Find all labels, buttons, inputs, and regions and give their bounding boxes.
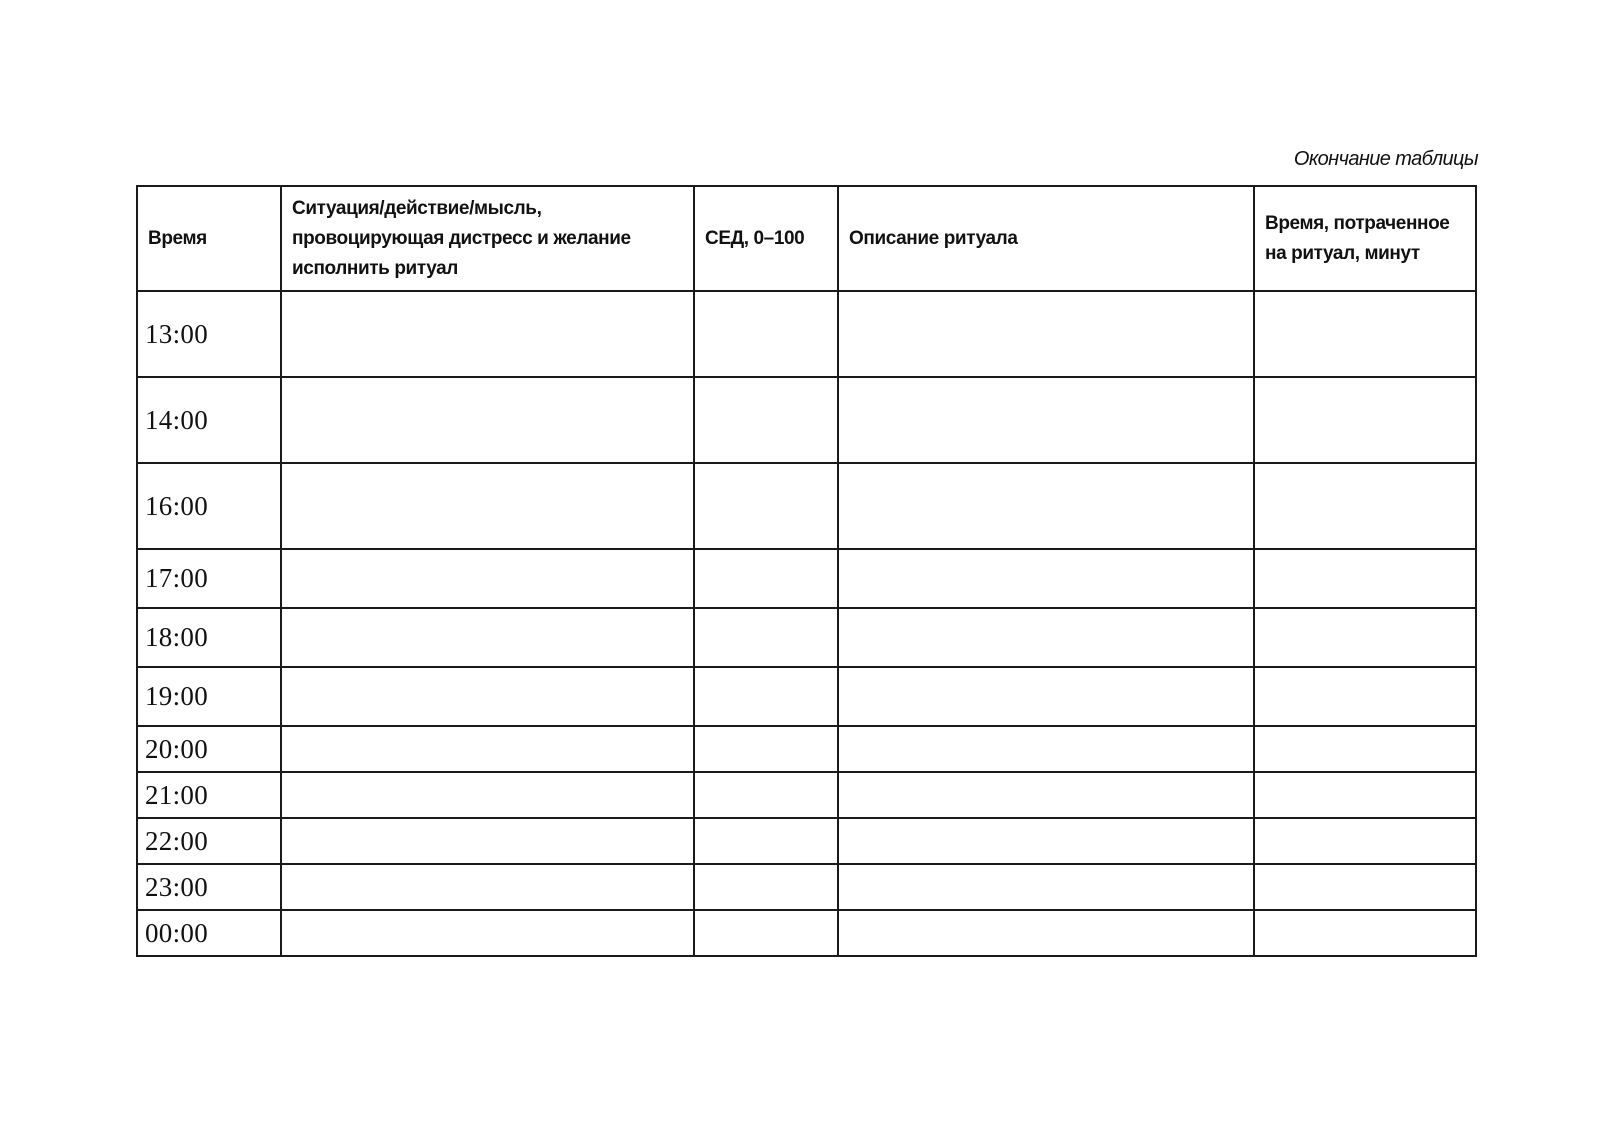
table-row	[137, 377, 1476, 463]
table-row	[137, 291, 1476, 377]
time-cell: 17:00	[137, 549, 281, 608]
time-cell: 13:00	[137, 291, 281, 377]
ritual-cell[interactable]	[838, 772, 1254, 818]
situation-cell[interactable]	[281, 463, 694, 549]
time-cell: 21:00	[137, 772, 281, 818]
sud-cell[interactable]	[694, 549, 838, 608]
ritual-cell[interactable]	[838, 910, 1254, 956]
sud-cell[interactable]	[694, 377, 838, 463]
ritual-cell[interactable]	[838, 463, 1254, 549]
situation-cell[interactable]	[281, 608, 694, 667]
ritual-cell[interactable]	[838, 818, 1254, 864]
situation-cell[interactable]	[281, 377, 694, 463]
situation-cell[interactable]	[281, 291, 694, 377]
table-row	[137, 772, 1476, 818]
header-sud: СЕД, 0–100	[694, 186, 838, 291]
duration-cell[interactable]	[1254, 818, 1476, 864]
table-row	[137, 910, 1476, 956]
time-cell: 18:00	[137, 608, 281, 667]
sud-cell[interactable]	[694, 608, 838, 667]
situation-cell[interactable]	[281, 549, 694, 608]
duration-cell[interactable]	[1254, 772, 1476, 818]
ritual-cell[interactable]	[838, 377, 1254, 463]
duration-cell[interactable]	[1254, 377, 1476, 463]
time-cell: 22:00	[137, 818, 281, 864]
situation-cell[interactable]	[281, 818, 694, 864]
time-cell: 19:00	[137, 667, 281, 726]
table-header-row	[137, 186, 1476, 291]
situation-cell[interactable]	[281, 910, 694, 956]
ritual-cell[interactable]	[838, 608, 1254, 667]
ritual-cell[interactable]	[838, 726, 1254, 772]
duration-cell[interactable]	[1254, 864, 1476, 910]
time-cell: 00:00	[137, 910, 281, 956]
table-continuation-caption: Окончание таблицы	[1293, 148, 1478, 170]
duration-cell[interactable]	[1254, 726, 1476, 772]
situation-cell[interactable]	[281, 726, 694, 772]
duration-cell[interactable]	[1254, 910, 1476, 956]
sud-cell[interactable]	[694, 910, 838, 956]
situation-cell[interactable]	[281, 772, 694, 818]
duration-cell[interactable]	[1254, 667, 1476, 726]
ritual-cell[interactable]	[838, 667, 1254, 726]
sud-cell[interactable]	[694, 291, 838, 377]
sud-cell[interactable]	[694, 772, 838, 818]
table-row	[137, 549, 1476, 608]
table-row	[137, 463, 1476, 549]
table-row	[137, 864, 1476, 910]
table-row	[137, 608, 1476, 667]
ritual-log-table	[136, 185, 1477, 957]
time-cell: 14:00	[137, 377, 281, 463]
sud-cell[interactable]	[694, 726, 838, 772]
header-situation: Ситуация/действие/мысль, провоцирующая дистресс и желание исполнить ритуал	[281, 186, 694, 291]
situation-cell[interactable]	[281, 864, 694, 910]
duration-cell[interactable]	[1254, 463, 1476, 549]
table-row	[137, 667, 1476, 726]
sud-cell[interactable]	[694, 463, 838, 549]
table-row	[137, 726, 1476, 772]
ritual-cell[interactable]	[838, 864, 1254, 910]
sud-cell[interactable]	[694, 667, 838, 726]
time-cell: 16:00	[137, 463, 281, 549]
header-time: Время	[137, 186, 281, 291]
table-row	[137, 818, 1476, 864]
situation-cell[interactable]	[281, 667, 694, 726]
duration-cell[interactable]	[1254, 549, 1476, 608]
ritual-cell[interactable]	[838, 291, 1254, 377]
ritual-cell[interactable]	[838, 549, 1254, 608]
time-cell: 23:00	[137, 864, 281, 910]
time-cell: 20:00	[137, 726, 281, 772]
header-duration: Время, потраченное на ритуал, минут	[1254, 186, 1476, 291]
sud-cell[interactable]	[694, 818, 838, 864]
sud-cell[interactable]	[694, 864, 838, 910]
duration-cell[interactable]	[1254, 291, 1476, 377]
duration-cell[interactable]	[1254, 608, 1476, 667]
header-ritual: Описание ритуала	[838, 186, 1254, 291]
